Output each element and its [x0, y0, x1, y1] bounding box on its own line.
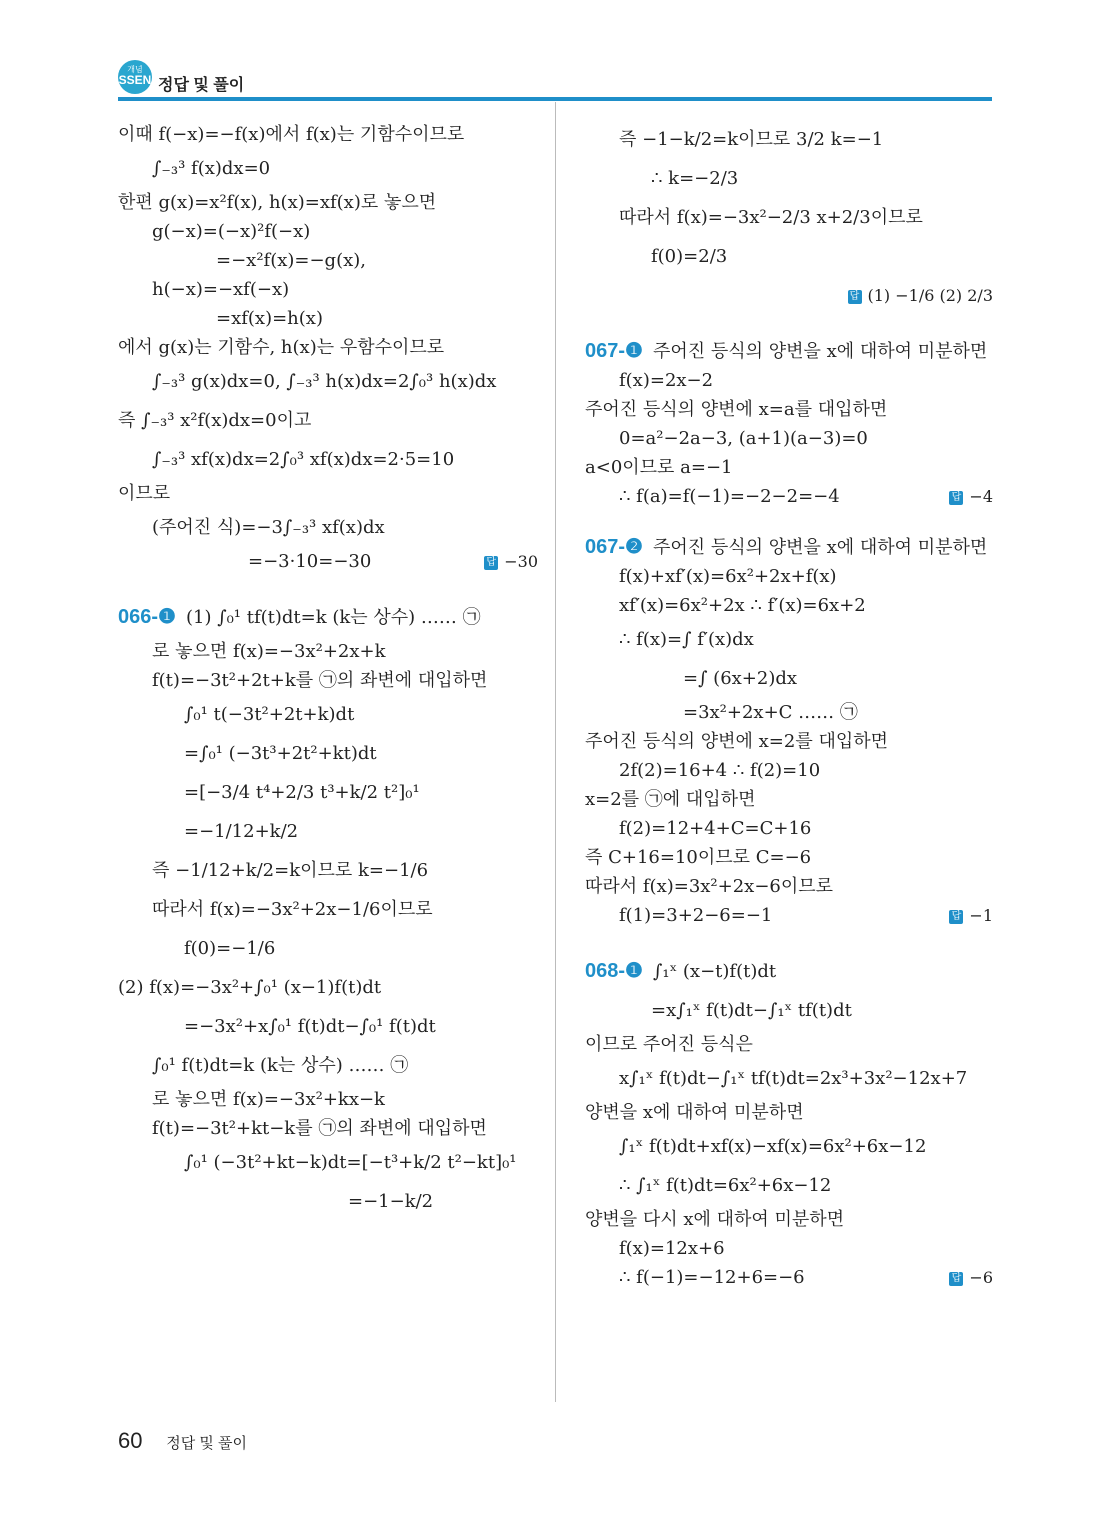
solution-line: [118, 547, 538, 576]
header-title: 정답 및 풀이: [158, 77, 245, 94]
answer-value: −30: [504, 552, 538, 571]
solution-line-text: ∴ f(a)=f(−1)=−2−2=−4: [619, 486, 840, 507]
solution-line: ∫₋₃³ xf(x)dx=2∫₀³ xf(x)dx=2·5=10: [152, 449, 455, 470]
problem-number: 066-❶: [118, 606, 176, 628]
solution-line: ∴ ∫₁ˣ f(t)dt=6x²+6x−12: [619, 1175, 832, 1196]
solution-line: x=2를 ㉠에 대입하면: [585, 789, 756, 810]
problem-heading: [118, 598, 538, 637]
solution-line: f(2)=12+4+C=C+16: [619, 818, 812, 839]
solution-line: 즉 ∫₋₃³ x²f(x)dx=0이고: [118, 410, 312, 431]
solution-line-text: f(1)=3+2−6=−1: [619, 905, 773, 926]
answer-value: −1: [969, 906, 993, 925]
solution-line-text: ∫₁ˣ (x−t)f(t)dt: [652, 961, 777, 982]
solution-line: ∴ f(x)=∫ f′(x)dx: [619, 629, 754, 650]
solution-line: =−3x²+x∫₀¹ f(t)dt−∫₀¹ f(t)dt: [184, 1016, 436, 1037]
solution-line: =−x²f(x)=−g(x),: [216, 250, 366, 271]
solution-line: x∫₁ˣ f(t)dt−∫₁ˣ tf(t)dt=2x³+3x²−12x+7: [619, 1068, 968, 1089]
solution-line: 따라서 f(x)=−3x²+2x−1/6이므로: [152, 899, 433, 920]
solution-line: xf′(x)=6x²+2x ∴ f′(x)=6x+2: [619, 595, 866, 616]
page-footer: [118, 1428, 247, 1454]
solution-line: 에서 g(x)는 기함수, h(x)는 우함수이므로: [118, 337, 445, 358]
solution-line: =x∫₁ˣ f(t)dt−∫₁ˣ tf(t)dt: [651, 1000, 852, 1021]
page-header: [118, 52, 992, 104]
answer-icon: 답: [949, 1272, 963, 1286]
column-divider: [555, 102, 556, 1402]
solution-line: f(t)=−3t²+2t+k를 ㉠의 좌변에 대입하면: [152, 670, 488, 691]
solution-line: ∫₀¹ f(t)dt=k (k는 상수) …… ㉠: [152, 1055, 409, 1076]
solution-line: 한편 g(x)=x²f(x), h(x)=xf(x)로 놓으면: [118, 192, 437, 213]
solution-line: f(x)+xf′(x)=6x²+2x+f(x): [619, 566, 837, 587]
answer-value: −4: [969, 487, 993, 506]
problem-heading: [585, 533, 993, 562]
solution-line: f(t)=−3t²+kt−k를 ㉠의 좌변에 대입하면: [152, 1118, 487, 1139]
answer-badge: [949, 901, 993, 930]
answer-icon: 답: [848, 290, 862, 304]
solution-line: 즉 −1/12+k/2=k이므로 k=−1/6: [152, 860, 429, 881]
answer-icon: 답: [949, 910, 963, 924]
solution-line: [585, 1263, 993, 1292]
solution-line: 이때 f(−x)=−f(x)에서 f(x)는 기함수이므로: [118, 124, 465, 145]
solution-line-text: (1) ∫₀¹ tf(t)dt=k (k는 상수) …… ㉠: [185, 607, 481, 628]
solution-line: a<0이므로 a=−1: [585, 457, 733, 478]
solution-line: =∫ (6x+2)dx: [683, 668, 798, 689]
solution-line-text: 주어진 등식의 양변을 x에 대하여 미분하면: [652, 537, 988, 558]
solution-line: ∫₀¹ t(−3t²+2t+k)dt: [184, 704, 355, 725]
solution-line: g(−x)=(−x)²f(−x): [152, 221, 311, 242]
problem-number: 067-❶: [585, 340, 643, 362]
solution-line: =3x²+2x+C …… ㉠: [683, 702, 858, 723]
solution-line: f(0)=−1/6: [184, 938, 276, 959]
answer-badge: [949, 1263, 993, 1292]
problem-number: 068-❶: [585, 960, 643, 982]
solution-line: =[−3/4 t⁴+2/3 t³+k/2 t²]₀¹: [184, 782, 420, 803]
solution-line-text: 주어진 등식의 양변을 x에 대하여 미분하면: [652, 341, 988, 362]
solution-line: 따라서 f(x)=3x²+2x−6이므로: [585, 876, 834, 897]
solution-line: =∫₀¹ (−3t³+2t²+kt)dt: [184, 743, 377, 764]
answer-icon: 답: [949, 491, 963, 505]
solution-line: 이므로 주어진 등식은: [585, 1034, 753, 1055]
solution-line: =−1−k/2: [348, 1191, 434, 1212]
solution-line: 로 놓으면 f(x)=−3x²+kx−k: [152, 1089, 385, 1110]
answer-icon: 답: [484, 556, 498, 570]
solution-line: =xf(x)=h(x): [216, 308, 323, 329]
problem-heading: [585, 337, 993, 366]
problem-number: 067-❷: [585, 536, 643, 558]
solution-line: [585, 276, 993, 315]
right-column: [585, 120, 993, 1292]
left-column: [118, 120, 538, 1221]
solution-line: ∫₋₃³ f(x)dx=0: [152, 158, 271, 179]
solution-line-text: ∴ f(−1)=−12+6=−6: [619, 1267, 805, 1288]
solution-line: 이므로: [118, 483, 171, 504]
problem-heading: [585, 952, 993, 991]
solution-line: 주어진 등식의 양변에 x=a를 대입하면: [585, 399, 888, 420]
spacer: [118, 576, 538, 598]
solution-line: f(0)=2/3: [651, 246, 728, 267]
solution-line: h(−x)=−xf(−x): [152, 279, 290, 300]
solution-line: ∫₁ˣ f(t)dt+xf(x)−xf(x)=6x²+6x−12: [619, 1136, 927, 1157]
logo-big-text: SSEN: [118, 73, 152, 87]
solution-line: (2) f(x)=−3x²+∫₀¹ (x−1)f(t)dt: [118, 977, 382, 998]
footer-title: 정답 및 풀이: [166, 1435, 248, 1452]
solution-line: 즉 −1−k/2=k이므로 3/2 k=−1: [619, 129, 884, 150]
spacer: [585, 930, 993, 952]
solution-line: ∫₋₃³ g(x)dx=0, ∫₋₃³ h(x)dx=2∫₀³ h(x)dx: [152, 371, 497, 392]
spacer: [585, 315, 993, 337]
solution-line: [585, 482, 993, 511]
solution-line: 따라서 f(x)=−3x²−2/3 x+2/3이므로: [619, 207, 923, 228]
answer-value: (1) −1/6 (2) 2/3: [867, 286, 993, 305]
solution-line: (주어진 식)=−3∫₋₃³ xf(x)dx: [152, 517, 385, 538]
solution-line: [585, 901, 993, 930]
brand-logo: [118, 60, 152, 94]
solution-line: f(x)=2x−2: [619, 370, 714, 391]
answer-badge: [949, 482, 993, 511]
solution-line: 로 놓으면 f(x)=−3x²+2x+k: [152, 641, 386, 662]
solution-line: 양변을 x에 대하여 미분하면: [585, 1102, 804, 1123]
solution-line: 0=a²−2a−3, (a+1)(a−3)=0: [619, 428, 868, 449]
solution-line: 2f(2)=16+4 ∴ f(2)=10: [619, 760, 821, 781]
answer-badge: [848, 276, 994, 315]
solution-line: 주어진 등식의 양변에 x=2를 대입하면: [585, 731, 889, 752]
header-divider: [118, 97, 992, 101]
page-number: 60: [118, 1428, 143, 1453]
logo-small-text: 개념: [127, 65, 143, 74]
solution-line: ∫₀¹ (−3t²+kt−k)dt=[−t³+k/2 t²−kt]₀¹: [184, 1152, 517, 1173]
solution-line: ∴ k=−2/3: [651, 168, 739, 189]
spacer: [585, 511, 993, 533]
answer-badge: [484, 547, 538, 576]
solution-line: f(x)=12x+6: [619, 1238, 725, 1259]
answer-value: −6: [969, 1268, 993, 1287]
solution-line: 즉 C+16=10이므로 C=−6: [585, 847, 812, 868]
solution-line: =−1/12+k/2: [184, 821, 299, 842]
solution-line: 양변을 다시 x에 대하여 미분하면: [585, 1209, 845, 1230]
solution-line-text: =−3·10=−30: [248, 551, 372, 572]
